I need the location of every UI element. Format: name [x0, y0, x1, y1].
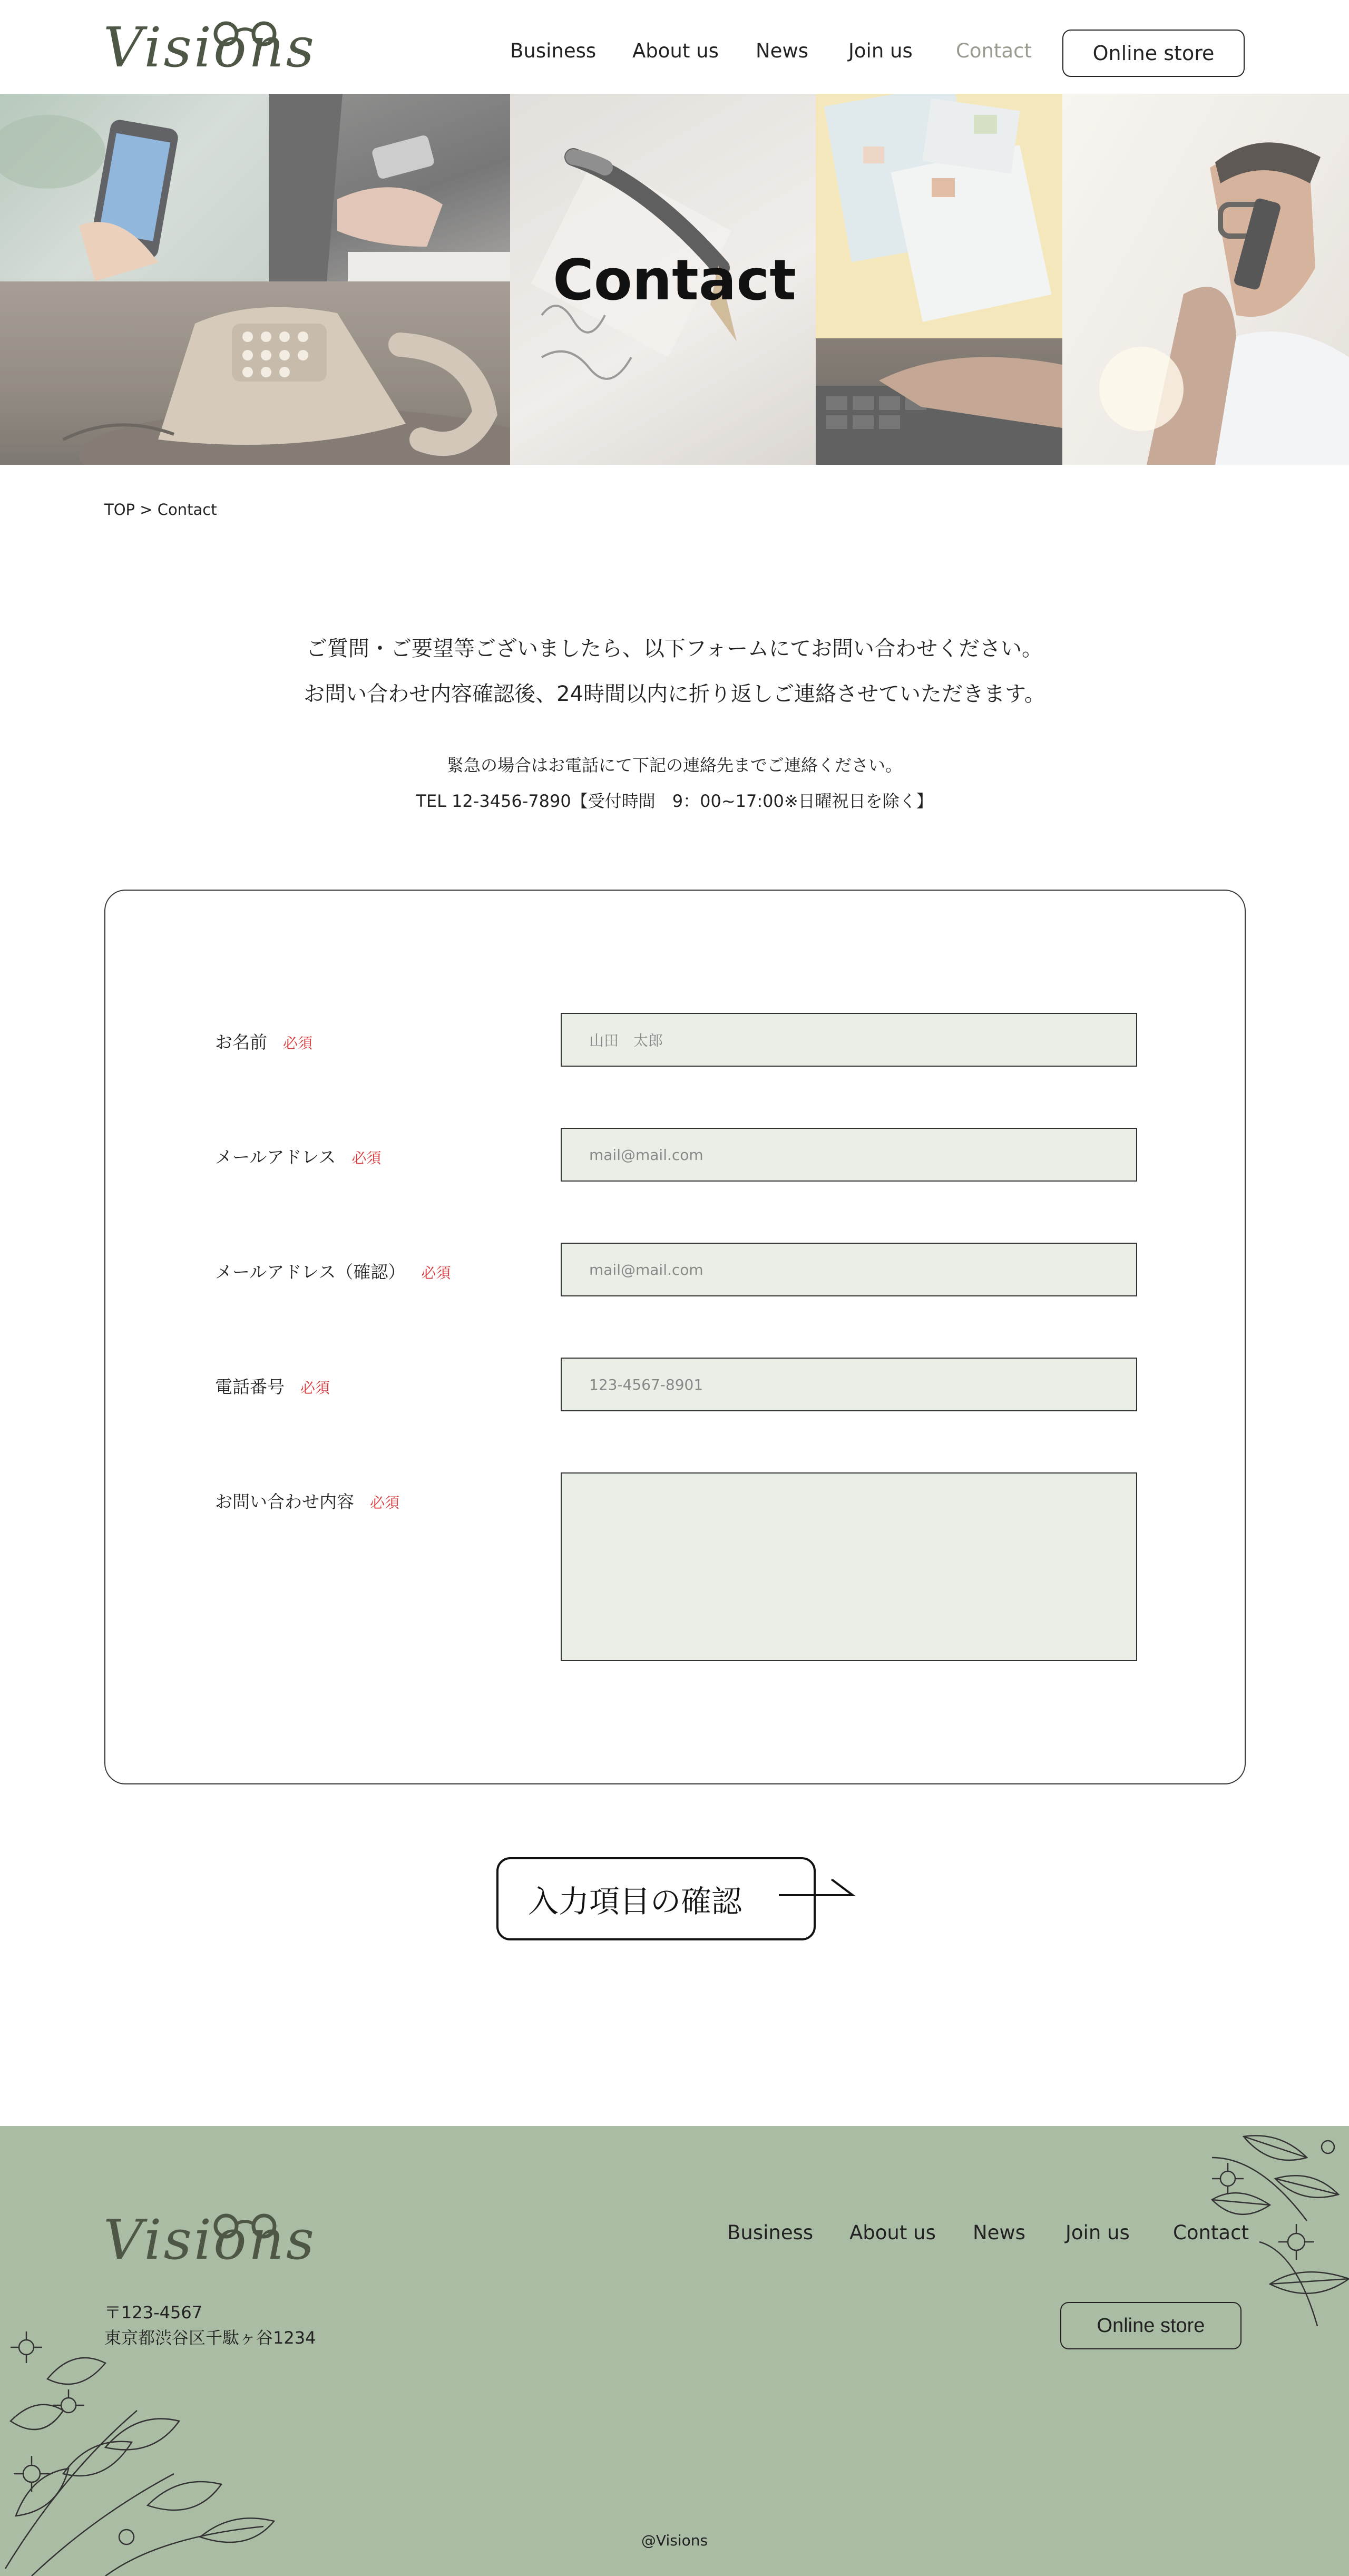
contact-info	[0, 747, 1349, 819]
email-confirm-label	[215, 1258, 451, 1283]
footer-nav-about-us[interactable]: About us	[849, 2221, 936, 2244]
nav-news[interactable]: News	[756, 40, 808, 62]
logo-text: Visions	[103, 15, 317, 80]
street-address: 東京都渋谷区千駄ヶ谷1234	[104, 2328, 316, 2348]
logo[interactable]	[103, 15, 317, 81]
site-footer	[0, 2126, 1349, 2576]
footer-nav-contact[interactable]: Contact	[1173, 2221, 1249, 2244]
intro-text	[0, 626, 1349, 717]
site-header	[0, 0, 1349, 94]
postal-code: 〒123-4567	[104, 2302, 203, 2323]
name-label	[215, 1029, 312, 1053]
online-store-button[interactable]: Online store	[1062, 30, 1245, 77]
phone-label-text: 電話番号	[215, 1377, 285, 1397]
message-label	[215, 1488, 399, 1513]
nav-contact[interactable]: Contact	[956, 40, 1032, 62]
glasses-icon	[206, 21, 285, 47]
footer-nav-news[interactable]: News	[973, 2221, 1025, 2244]
address	[104, 2300, 316, 2350]
contact-form	[104, 890, 1246, 1784]
footer-nav-join-us[interactable]: Join us	[1065, 2221, 1130, 2244]
phone-label	[215, 1373, 330, 1398]
nav-join-us[interactable]: Join us	[848, 40, 913, 62]
emergency-note: 緊急の場合はお電話にて下記の連絡先までご連絡ください。	[446, 755, 902, 775]
email-confirm-input[interactable]: mail@mail.com	[561, 1243, 1137, 1296]
email-label-text: メールアドレス	[215, 1147, 336, 1167]
required-badge: 必須	[421, 1264, 451, 1282]
intro-line-2: お問い合わせ内容確認後、24時間以内に折り返しご連絡させていただきます。	[304, 682, 1045, 706]
name-input[interactable]: 山田 太郎	[561, 1013, 1137, 1067]
email-confirm-label-text: メールアドレス（確認）	[215, 1262, 406, 1282]
intro-line-1: ご質問・ご要望等ございましたら、以下フォームにてお問い合わせください。	[306, 637, 1043, 661]
footer-nav-business[interactable]: Business	[727, 2221, 814, 2244]
required-badge: 必須	[283, 1035, 313, 1052]
message-textarea[interactable]	[561, 1472, 1137, 1661]
arrow-right-icon	[779, 1879, 858, 1911]
confirm-button[interactable]: 入力項目の確認	[496, 1857, 816, 1940]
footer-logo[interactable]	[103, 2208, 317, 2273]
required-badge: 必須	[370, 1494, 400, 1511]
copyright: @Visions	[641, 2532, 708, 2549]
breadcrumb[interactable]: TOP > Contact	[104, 501, 217, 519]
phone-input[interactable]: 123-4567-8901	[561, 1358, 1137, 1411]
name-label-text: お名前	[215, 1032, 267, 1052]
message-label-text: お問い合わせ内容	[215, 1491, 354, 1512]
email-label	[215, 1144, 381, 1168]
required-badge: 必須	[351, 1149, 382, 1167]
footer-online-store-button[interactable]: Online store	[1060, 2302, 1242, 2349]
required-badge: 必須	[300, 1379, 330, 1397]
glasses-icon	[206, 2213, 285, 2240]
nav-business[interactable]: Business	[510, 40, 597, 62]
phone-hours: TEL 12-3456-7890【受付時間 9：00~17:00※日曜祝日を除く】	[416, 791, 933, 811]
nav-about-us[interactable]: About us	[632, 40, 719, 62]
page-title: Contact	[553, 248, 796, 313]
footer-logo-text: Visions	[103, 2208, 317, 2272]
email-input[interactable]: mail@mail.com	[561, 1128, 1137, 1182]
hero-banner	[0, 94, 1349, 465]
